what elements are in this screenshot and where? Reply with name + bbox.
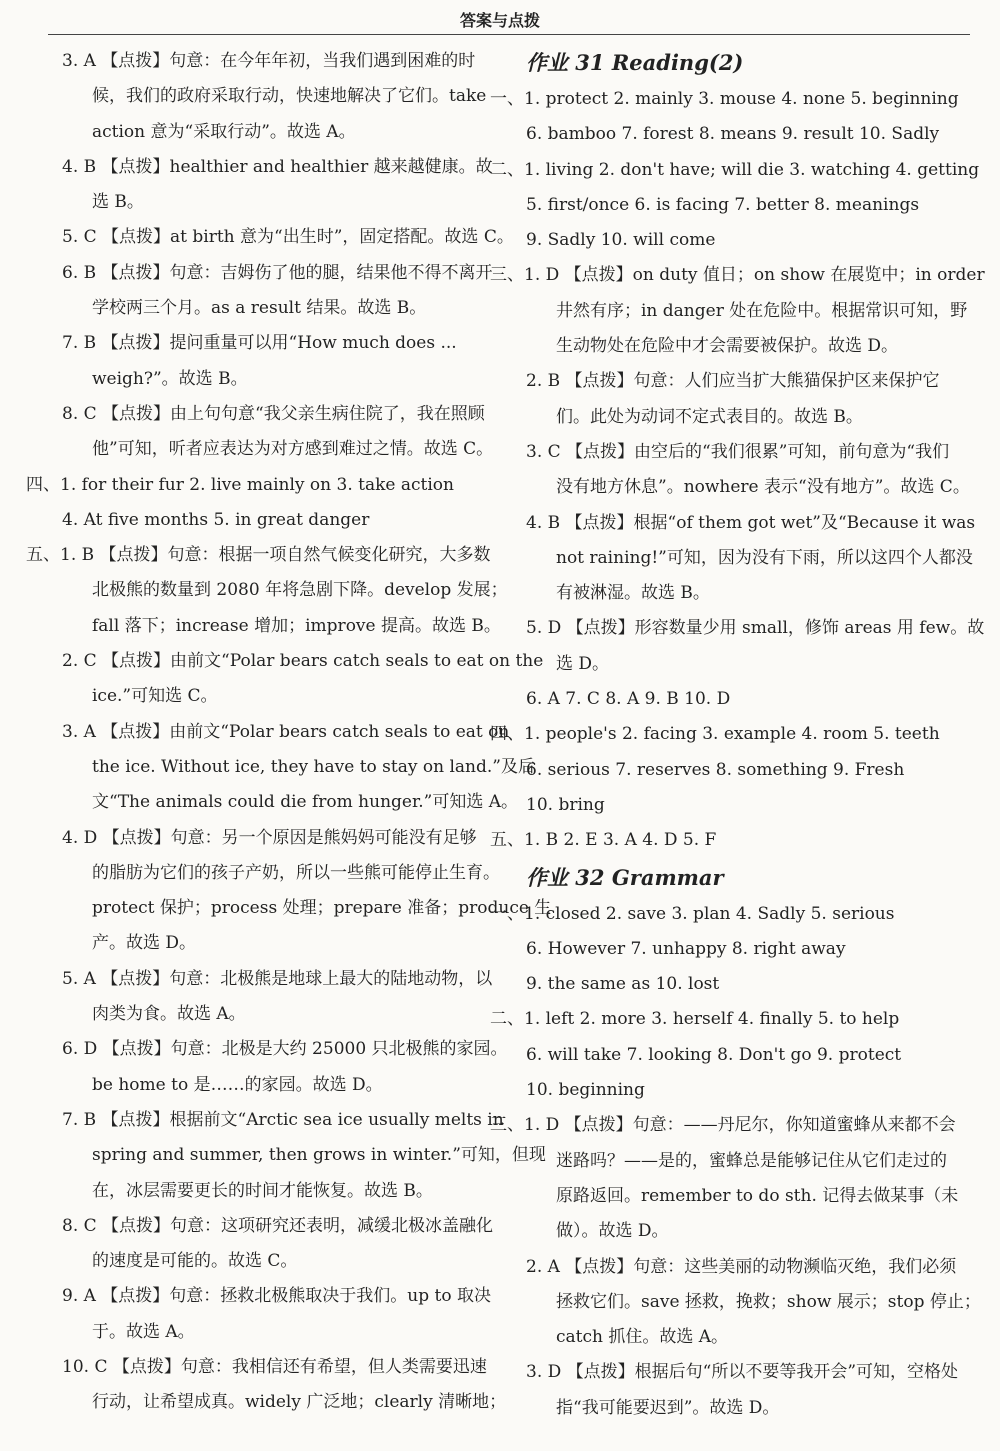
answer-line: 5. first/once 6. is facing 7. better 8. meanings <box>526 194 920 215</box>
answer-line: 选 D。 <box>556 653 610 674</box>
answer-line: 10. C 【点拨】句意：我相信还有希望，但人类需要迅速 <box>62 1356 487 1377</box>
right-column <box>490 44 985 1426</box>
answer-line: 3. C 【点拨】由空后的“我们很累”可知，前句意为“我们 <box>526 441 950 462</box>
answer-line: 9. A 【点拨】句意：拯救北极熊取决于我们。up to 取决 <box>62 1286 492 1307</box>
answer-line: 四、1. for their fur 2. live mainly on 3. take action <box>26 474 454 495</box>
answer-line: 6. A 7. C 8. A 9. B 10. D <box>526 689 731 710</box>
answer-line: 的速度是可能的。故选 C。 <box>92 1251 298 1272</box>
answer-line: fall 落下；increase 增加；improve 提高。故选 B。 <box>92 615 501 636</box>
answer-line: 文“The animals could die from hunger.”可知选 A。 <box>92 792 518 813</box>
answer-line: 5. C 【点拨】at birth 意为“出生时”，固定搭配。故选 C。 <box>62 227 514 248</box>
answer-line: 在，冰层需要更长的时间才能恢复。故选 B。 <box>92 1180 433 1201</box>
header-divider <box>48 34 970 35</box>
answer-line: 4. At five months 5. in great danger <box>62 509 370 530</box>
section-title: 作业 32 Grammar <box>526 864 724 890</box>
answer-line: 拯救它们。save 拯救，挽救；show 展示；stop 停止； <box>556 1291 981 1312</box>
answer-line: 3. D 【点拨】根据后句“所以不要等我开会”可知，空格处 <box>526 1362 959 1383</box>
answer-line: 做）。故选 D。 <box>556 1221 669 1242</box>
answer-line: 他”可知，听者应表达为对方感到难过之情。故选 C。 <box>92 439 494 460</box>
answer-line: 二、1. left 2. more 3. herself 4. finally 5. to help <box>490 1009 900 1030</box>
answer-line: 9. the same as 10. lost <box>526 974 720 995</box>
answer-line: 6. serious 7. reserves 8. something 9. Fresh <box>526 759 905 780</box>
answer-line: 3. A 【点拨】句意：在今年年初，当我们遇到困难的时 <box>62 51 476 71</box>
answer-line: 6. However 7. unhappy 8. right away <box>526 938 846 959</box>
answer-line: 2. C 【点拨】由前文“Polar bears catch seals to eat on the <box>62 651 544 672</box>
answer-line: 4. B 【点拨】根据“of them got wet”及“Because it was <box>526 512 976 533</box>
answer-line: 北极熊的数量到 2080 年将急剧下降。develop 发展； <box>92 580 508 601</box>
answer-line: 的脂肪为它们的孩子产奶，所以一些熊可能停止生育。 <box>92 862 500 883</box>
answer-line: 井然有序；in danger 处在危险中。根据常识可知，野 <box>556 300 968 321</box>
answer-line: 肉类为食。故选 A。 <box>92 1004 246 1025</box>
answer-line: 6. B 【点拨】句意：吉姆伤了他的腿，结果他不得不离开 <box>62 262 493 283</box>
answer-line: action 意为“采取行动”。故选 A。 <box>92 121 356 142</box>
answer-line: 8. C 【点拨】由上句句意“我父亲生病住院了，我在照顾 <box>62 403 485 424</box>
answer-line: 7. B 【点拨】提问重量可以用“How much does ... <box>62 333 457 354</box>
answer-line: 五、1. B 【点拨】句意：根据一项自然气候变化研究，大多数 <box>26 545 491 566</box>
answer-line: 3. A 【点拨】由前文“Polar bears catch seals to eat on <box>62 721 510 742</box>
answer-line: 指“我可能要迟到”。故选 D。 <box>556 1397 780 1418</box>
answer-line: 4. B 【点拨】healthier and healthier 越来越健康。故 <box>62 156 493 177</box>
answer-line: be home to 是……的家园。故选 D。 <box>92 1074 383 1095</box>
answer-line: 没有地方休息”。nowhere 表示“没有地方”。故选 C。 <box>556 477 970 498</box>
answer-line: 候，我们的政府采取行动，快速地解决了它们。take <box>92 86 487 107</box>
answer-line: 四、1. people's 2. facing 3. example 4. room 5. teeth <box>490 724 940 745</box>
answer-line: 7. B 【点拨】根据前文“Arctic sea ice usually melts in <box>62 1109 504 1130</box>
answer-line: 们。此处为动词不定式表目的。故选 B。 <box>556 406 863 427</box>
answer-line: 9. Sadly 10. will come <box>526 230 716 251</box>
answer-line: 选 B。 <box>92 192 144 213</box>
answer-line: 三、1. D 【点拨】句意：——丹尼尔，你知道蜜蜂从来都不会 <box>490 1115 956 1136</box>
answer-line: 行动，让希望成真。widely 广泛地；clearly 清晰地； <box>92 1392 507 1413</box>
answer-line: 6. will take 7. looking 8. Don't go 9. protect <box>526 1044 902 1065</box>
answer-line: 五、1. B 2. E 3. A 4. D 5. F <box>490 830 717 851</box>
answer-line: 三、1. D 【点拨】on duty 值日；on show 在展览中；in order <box>490 265 985 286</box>
answer-line: ice.”可知选 C。 <box>92 686 218 707</box>
answer-line: 一、1. protect 2. mainly 3. mouse 4. none 5. beginning <box>490 89 959 109</box>
answer-line: the ice. Without ice, they have to stay on land.”及后 <box>92 756 535 777</box>
answer-line: 6. D 【点拨】句意：北极是大约 25000 只北极熊的家园。 <box>62 1039 508 1060</box>
answer-line: 学校两三个月。as a result 结果。故选 B。 <box>92 298 427 319</box>
answer-line: 8. C 【点拨】句意：这项研究还表明，减缓北极冰盖融化 <box>62 1215 494 1236</box>
answer-line: 产。故选 D。 <box>92 933 197 954</box>
answer-line: 5. D 【点拨】形容数量少用 small，修饰 areas 用 few。故 <box>526 618 985 639</box>
answer-line: not raining!”可知，因为没有下雨，所以这四个人都没 <box>556 547 973 568</box>
section-title: 作业 31 Reading(2) <box>526 50 744 75</box>
answer-line: 2. A 【点拨】句意：这些美丽的动物濒临灭绝，我们必须 <box>526 1256 957 1277</box>
answer-line: 10. bring <box>526 794 605 815</box>
answer-line: 生动物处在危险中才会需要被保护。故选 D。 <box>556 336 899 357</box>
answer-line: 6. bamboo 7. forest 8. means 9. result 10. Sadly <box>526 124 940 145</box>
answer-line: catch 抓住。故选 A。 <box>556 1327 729 1348</box>
answer-line: 2. B 【点拨】句意：人们应当扩大熊猫保护区来保护它 <box>526 371 940 392</box>
left-column <box>26 44 552 1421</box>
answer-line: protect 保护；process 处理；prepare 准备；produce 生 <box>92 898 552 919</box>
answer-line: 迷路吗？——是的，蜜蜂总是能够记住从它们走过的 <box>556 1150 947 1171</box>
answer-line: 原路返回。remember to do sth. 记得去做某事（未 <box>556 1185 959 1206</box>
page-header-title: 答案与点拨 <box>459 11 540 30</box>
answer-line: weigh?”。故选 B。 <box>92 368 248 389</box>
answer-line: 有被淋湿。故选 B。 <box>556 583 710 604</box>
answer-line: 5. A 【点拨】句意：北极熊是地球上最大的陆地动物，以 <box>62 968 493 989</box>
answer-line: 于。故选 A。 <box>92 1321 195 1342</box>
answer-line: 二、1. living 2. don't have; will die 3. watching 4. getting <box>490 159 980 180</box>
answer-line: 一、1. closed 2. save 3. plan 4. Sadly 5. serious <box>490 903 895 924</box>
answer-line: 10. beginning <box>526 1080 645 1101</box>
answer-line: 4. D 【点拨】句意：另一个原因是熊妈妈可能没有足够 <box>62 827 477 848</box>
answer-line: spring and summer, then grows in winter.”可知，但现 <box>92 1145 546 1166</box>
page-header <box>0 0 1000 38</box>
